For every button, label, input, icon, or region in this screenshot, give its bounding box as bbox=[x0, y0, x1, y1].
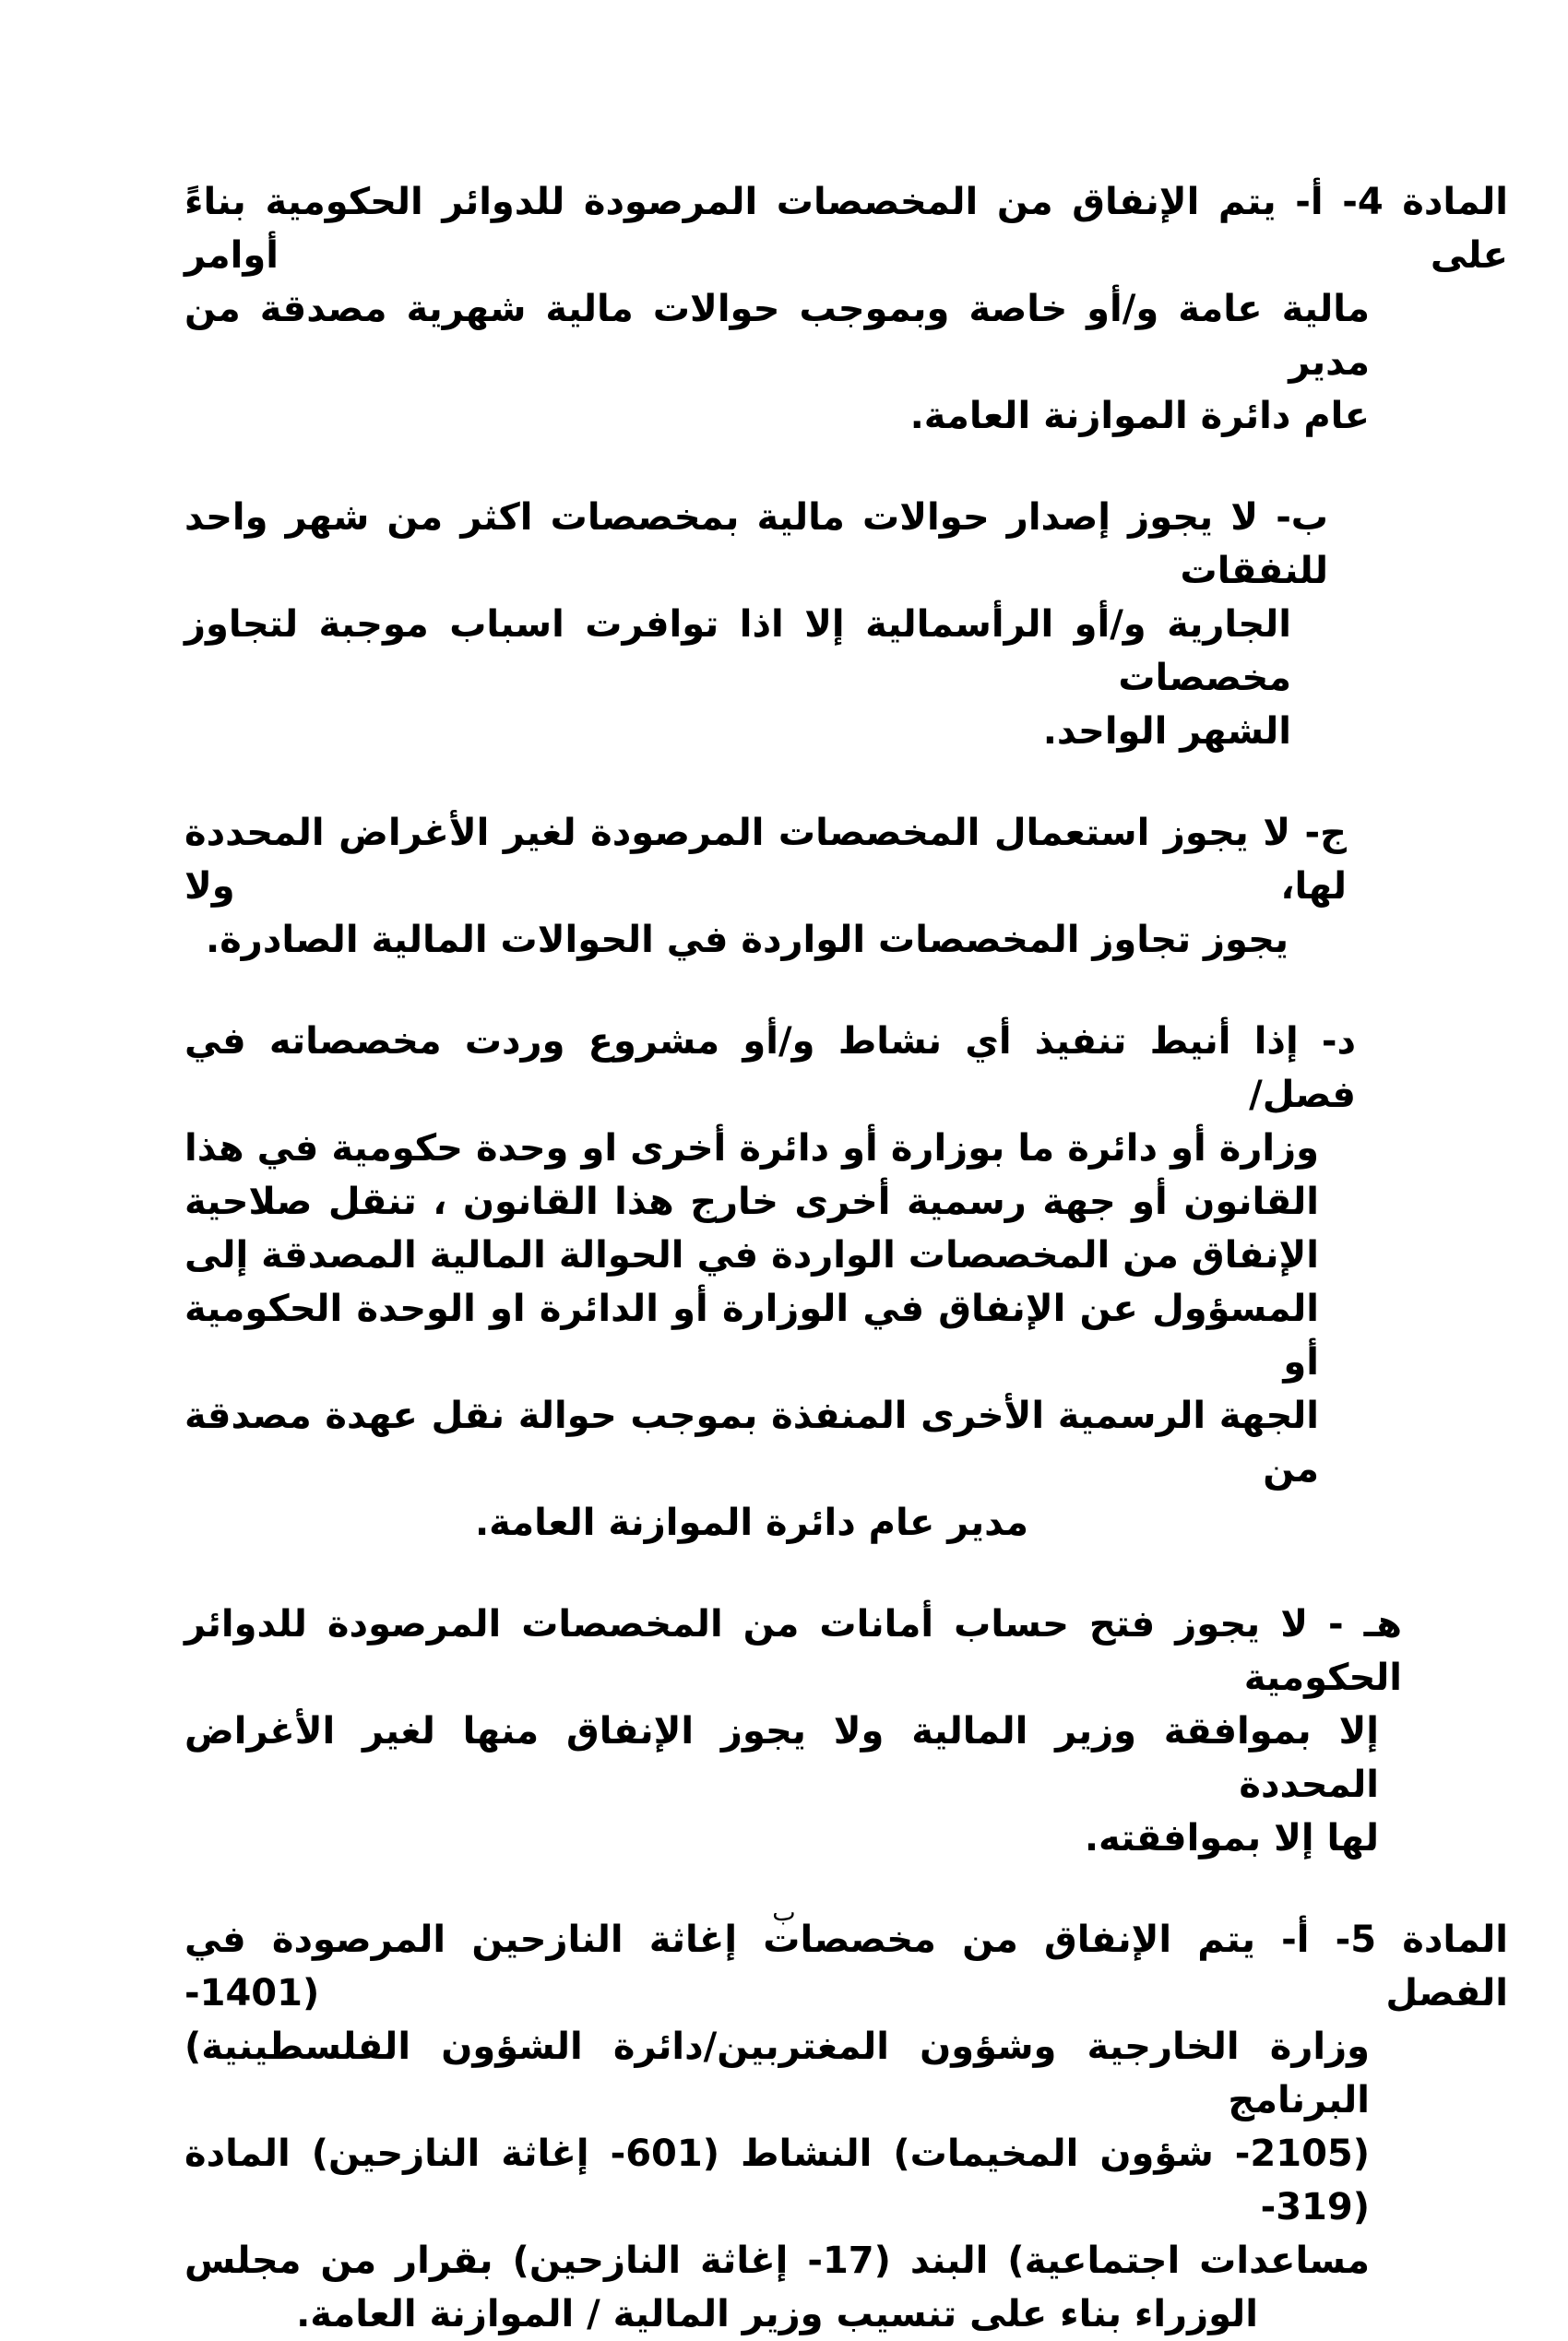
article-4-clause-a-paragraph bbox=[184, 175, 1508, 443]
text-line: القانون أو جهة رسمية أخرى خارج هذا القانون ، تنقل صلاحية bbox=[184, 1181, 1319, 1223]
text-line: ب- لا يجوز إصدار حوالات مالية بمخصصات اكثر من شهر واحد للنفقات bbox=[184, 496, 1328, 592]
text-line: الوزراء بناء على تنسيب وزير المالية / الموازنة العامة. bbox=[296, 2293, 1258, 2335]
clause-dal-paragraph bbox=[184, 1015, 1356, 1550]
text-line: الجارية و/أو الرأسمالية إلا اذا توافرت اسباب موجبة لتجاوز مخصصات bbox=[184, 603, 1291, 699]
article-5-clause-a-paragraph bbox=[184, 1913, 1508, 2341]
text-line: الشهر الواحد. bbox=[1042, 710, 1291, 753]
clause-b-paragraph bbox=[184, 491, 1328, 758]
text-line: إلا بموافقة وزير المالية ولا يجوز الإنفاق منها لغير الأغراض المحددة bbox=[184, 1710, 1379, 1806]
clause-ha-paragraph bbox=[184, 1598, 1402, 1865]
text-line: ج- لا يجوز استعمال المخصصات المرصودة لغير الأغراض المحددة لها، ولا bbox=[184, 812, 1347, 908]
text-line: يجوز تجاوز المخصصات الواردة في الحوالات المالية الصادرة. bbox=[206, 919, 1289, 961]
page-number: ب bbox=[772, 1898, 796, 1927]
text-line: وزارة الخارجية وشؤون المغتربين/دائرة الشؤون الفلسطينية) البرنامج bbox=[184, 2026, 1370, 2121]
text-line: المادة 4- أ- يتم الإنفاق من المخصصات المرصودة للدوائر الحكومية بناءً على أوامر bbox=[184, 181, 1508, 277]
text-line: مساعدات اجتماعية) البند (17- إغاثة النازحين) بقرار من مجلس bbox=[184, 2240, 1370, 2282]
text-line: وزارة أو دائرة ما بوزارة أو دائرة أخرى او وحدة حكومية في هذا bbox=[184, 1127, 1319, 1170]
text-line: لها إلا بموافقته. bbox=[1084, 1817, 1379, 1860]
text-line: عام دائرة الموازنة العامة. bbox=[909, 395, 1370, 437]
text-line: مالية عامة و/أو خاصة وبموجب حوالات مالية شهرية مصدقة من مدير bbox=[184, 288, 1370, 384]
text-line: مدير عام دائرة الموازنة العامة. bbox=[474, 1502, 1029, 1544]
clause-jeem-paragraph bbox=[184, 806, 1347, 967]
text-line: (2105- شؤون المخيمات) النشاط (601- إغاثة النازحين) المادة (319- bbox=[184, 2133, 1371, 2228]
text-line: الإنفاق من المخصصات الواردة في الحوالة المالية المصدقة إلى bbox=[184, 1234, 1319, 1277]
text-line: هـ - لا يجوز فتح حساب أمانات من المخصصات المرصودة للدوائر الحكومية bbox=[184, 1603, 1402, 1699]
text-line: الجهة الرسمية الأخرى المنفذة بموجب حوالة نقل عهدة مصدقة من bbox=[184, 1395, 1319, 1491]
document-body-text bbox=[184, 0, 1508, 2341]
text-line: د- إذا أنيط تنفيذ أي نشاط و/أو مشروع وردت مخصصاته في فصل/ bbox=[184, 1020, 1356, 1116]
text-line: المسؤول عن الإنفاق في الوزارة أو الدائرة او الوحدة الحكومية أو bbox=[184, 1288, 1319, 1384]
text-line: المادة 5- أ- يتم الإنفاق من مخصصات إغاثة النازحين المرصودة في الفصل (1401- bbox=[184, 1919, 1508, 2014]
